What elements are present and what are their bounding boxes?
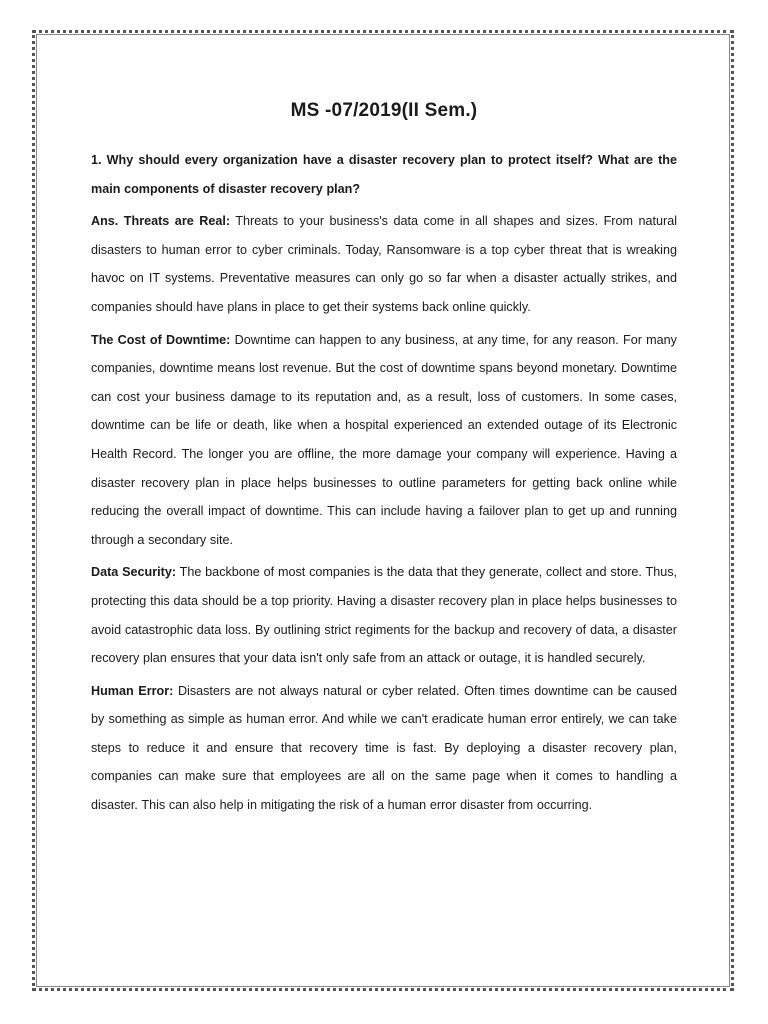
- section-data-security: [91, 558, 677, 672]
- section-text: Downtime can happen to any business, at any time, for any reason. For many companies, downtime means lost revenue. But the cost of downtime spans beyond monetary. Downtime can cost your business damage to its reputation and, as a result, loss of customers. In some cases, downtime can be life or death, like when a hospital experienced an extended outage of its Electronic Health Record. The longer you are offline, the more damage your company will experience. Having a disaster recovery plan in place helps businesses to outline parameters for getting back online while reducing the overall impact of downtime. This can include having a failover plan to get up and running through a secondary site.: [91, 332, 677, 547]
- section-text: Threats to your business's data come in all shapes and sizes. From natural disasters to human error to cyber criminals. Today, Ransomware is a top cyber threat that is wreaking havoc on IT systems. Preventative measures can only go so far when a disaster actually strikes, and companies should have plans in place to get their systems back online quickly.: [91, 214, 677, 314]
- section-human-error: [91, 677, 677, 820]
- question-text: 1. Why should every organization have a disaster recovery plan to protect itself? What are the main components of disaster recovery plan?: [91, 153, 677, 196]
- section-cost-of-downtime: [91, 326, 677, 555]
- section-label: Data Security:: [91, 565, 177, 580]
- section-text: Disasters are not always natural or cyber related. Often times downtime can be caused by something as simple as human error. And while we can't eradicate human error entirely, we can take steps to reduce it and ensure that recovery time is fast. By deploying a disaster recovery plan, companies can make sure that employees are all on the same page when it comes to handling a disaster. This can also help in mitigating the risk of a human error disaster from occurring.: [91, 683, 677, 813]
- section-label: Human Error:: [91, 683, 174, 698]
- section-text: The backbone of most companies is the data that they generate, collect and store. Thus, protecting this data should be a top priority. Having a disaster recovery plan in place helps businesses to avoid catastrophic data loss. By outlining strict regiments for the backup and recovery of data, a disaster recovery plan ensures that your data isn't only safe from an attack or outage, it is handled securely.: [91, 565, 677, 666]
- section-label: Ans. Threats are Real:: [91, 214, 231, 229]
- page-title: MS -07/2019(II Sem.): [290, 100, 478, 121]
- section-label: The Cost of Downtime:: [91, 332, 231, 347]
- section-threats-are-real: [91, 207, 677, 321]
- document-body: [91, 100, 677, 824]
